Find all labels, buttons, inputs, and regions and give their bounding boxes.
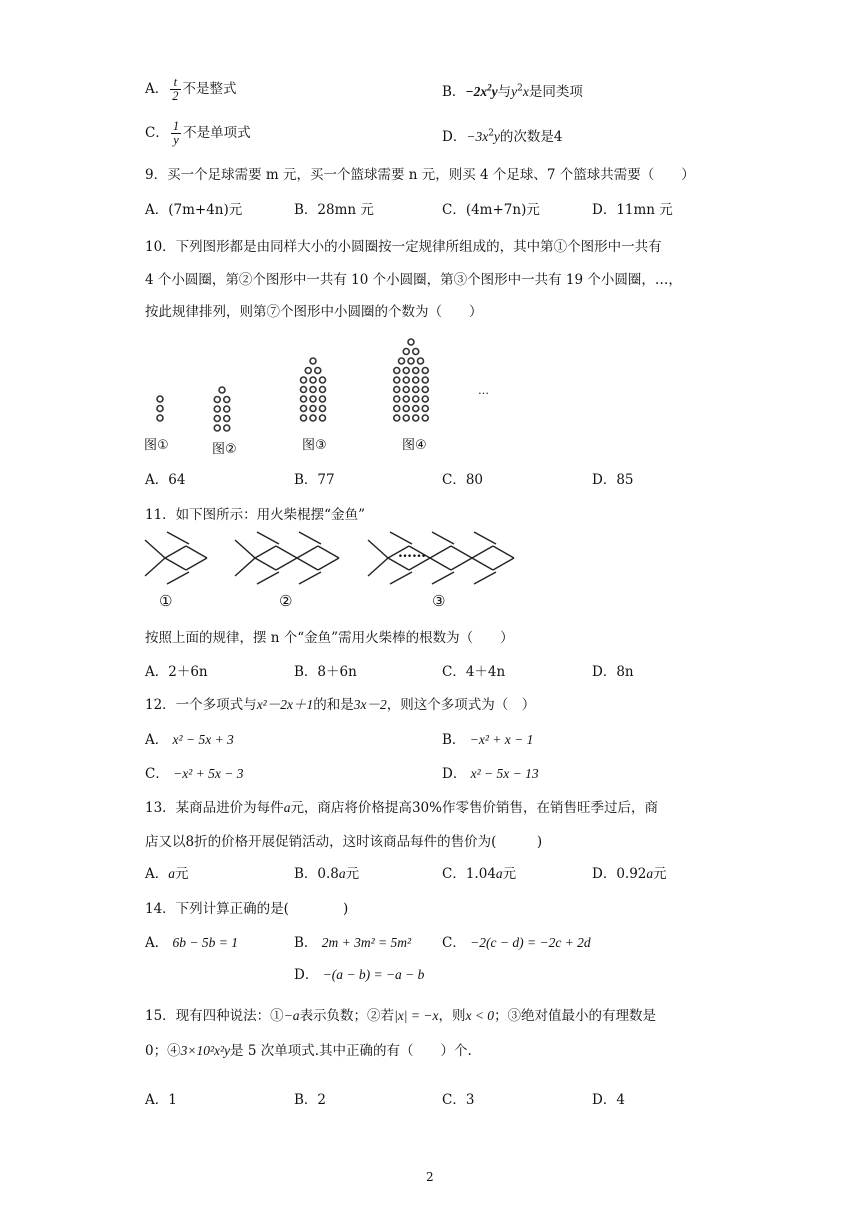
small-circle (157, 406, 163, 412)
q13-option-d: D．0.92a元 (592, 866, 667, 882)
matchstick (276, 558, 297, 570)
q11-line-2: 按照上面的规律，摆 n 个“金鱼”需用火柴棒的根数为（ ） (145, 630, 514, 646)
matchstick (257, 572, 279, 584)
small-circle (224, 416, 230, 422)
matchstick (474, 572, 496, 584)
page-number: 2 (426, 1170, 434, 1184)
small-circle (403, 349, 409, 355)
matchstick (368, 540, 388, 558)
q11-option-c: C．4＋4n (442, 664, 506, 680)
figure-label-3: 图③ (302, 438, 327, 453)
matchstick (297, 546, 318, 558)
q14-option-a: A． 6b − 5b = 1 (145, 935, 239, 951)
q9-option-d: D．11mn 元 (592, 202, 673, 218)
small-circle (422, 396, 428, 402)
q11-stem: 11．如下图所示：用火柴棍摆“金鱼” (145, 507, 365, 523)
small-circle (157, 415, 163, 421)
fish-label-1: ① (159, 592, 173, 610)
small-circle (320, 406, 326, 412)
small-circle (394, 377, 400, 383)
fish-label-3: ③ (432, 592, 446, 610)
matchstick (255, 558, 276, 570)
matchstick (472, 558, 493, 570)
matchstick (145, 558, 165, 576)
small-circle (413, 415, 419, 421)
matchstick (390, 532, 412, 544)
q12-option-b: B． −x² + x − 1 (442, 732, 534, 748)
q13-line-2: 店又以8折的价格开展促销活动，这时该商品每件的售价为( ) (145, 834, 543, 850)
q15-option-a: A．1 (145, 1092, 177, 1108)
small-circle (399, 358, 405, 364)
q15-option-b: B．2 (294, 1092, 327, 1108)
matchstick (167, 532, 189, 544)
matchstick (299, 572, 321, 584)
small-circle (394, 406, 400, 412)
matchstick (493, 558, 514, 570)
matchstick (145, 540, 165, 558)
q12-option-c: C． −x² + 5x − 3 (145, 766, 244, 782)
q11-option-a: A．2＋6n (145, 664, 208, 680)
q11-option-b: B．8＋6n (294, 664, 357, 680)
matchstick (235, 558, 255, 576)
small-circle (422, 368, 428, 374)
small-circle (310, 387, 316, 393)
small-circle (394, 387, 400, 393)
small-circle (301, 396, 307, 402)
figure-label-1: 图① (144, 438, 169, 453)
q14-option-c: C． −2(c − d) = −2c + 2d (442, 935, 591, 951)
matchstick (368, 558, 388, 576)
matchstick (257, 532, 279, 544)
small-circle (394, 368, 400, 374)
q10-option-a: A．64 (145, 472, 186, 488)
q13-option-c: C．1.04a元 (442, 866, 517, 882)
matchstick (474, 532, 496, 544)
figure-label-2: 图② (212, 442, 237, 457)
small-circle (403, 387, 409, 393)
fish-label-2: ② (279, 592, 293, 610)
small-circle (305, 368, 311, 374)
small-circle (413, 396, 419, 402)
small-circle (214, 406, 220, 412)
q9-option-b: B．28mn 元 (294, 202, 374, 218)
matchstick (318, 558, 339, 570)
small-circle (418, 358, 424, 364)
small-circle (422, 377, 428, 383)
small-circle (408, 358, 414, 364)
q9-stem: 9．买一个足球需要 m 元，买一个篮球需要 n 元，则买 4 个足球、7 个篮球共需要（ ） (145, 167, 695, 183)
small-circle (301, 406, 307, 412)
small-circle (394, 396, 400, 402)
small-circle (224, 406, 230, 412)
q10-line-1: 10．下列图形都是由同样大小的小圆圈按一定规律所组成的，其中第①个图形中一共有 (145, 239, 662, 255)
q15-line-1: 15．现有四种说法：①−a表示负数；②若|x| = −x，则x < 0；③绝对值最小的有理数是 (145, 1008, 657, 1024)
q8-option-c: C． $\frac{1}{y}$ 不是单项式 (145, 119, 251, 148)
q14-option-b: B． 2m + 3m² = 5m² (294, 935, 412, 951)
small-circle (214, 416, 220, 422)
small-circle (301, 415, 307, 421)
small-circle (408, 339, 414, 345)
matchstick (451, 546, 472, 558)
q8-option-b: B．$-2x^2y$与$y^2x$是同类项 (442, 82, 583, 100)
matchstick (451, 558, 472, 570)
q9-option-a: A．(7m+4n)元 (145, 202, 243, 218)
small-circle (310, 406, 316, 412)
q15-option-d: D．4 (592, 1092, 625, 1108)
small-circle (320, 396, 326, 402)
matchstick (235, 540, 255, 558)
small-circle (422, 387, 428, 393)
small-circle (403, 368, 409, 374)
small-circle (320, 415, 326, 421)
q9-option-c: C．(4m+7n)元 (442, 202, 540, 218)
matchstick (165, 558, 186, 570)
small-circle (403, 406, 409, 412)
matchstick (430, 546, 451, 558)
fish-ellipsis: …… (398, 545, 426, 561)
small-circle (413, 387, 419, 393)
small-circle (413, 349, 419, 355)
matchstick (318, 546, 339, 558)
small-circle (219, 387, 225, 393)
small-circle (422, 406, 428, 412)
small-circle (157, 396, 163, 402)
matchstick (432, 532, 454, 544)
small-circle (310, 377, 316, 383)
q10-option-d: D．85 (592, 472, 634, 488)
small-circle (315, 368, 321, 374)
small-circle (310, 358, 316, 364)
matchstick (390, 572, 412, 584)
q10-option-b: B．77 (294, 472, 335, 488)
matchstick-goldfish-figure (140, 528, 590, 590)
q13-option-b: B．0.8a元 (294, 866, 360, 882)
small-circle (320, 387, 326, 393)
small-circle (394, 415, 400, 421)
small-circle (403, 415, 409, 421)
figure-ellipsis: … (478, 384, 489, 397)
small-circle (214, 425, 220, 431)
q15-option-c: C．3 (442, 1092, 475, 1108)
matchstick (165, 546, 186, 558)
small-circle (301, 387, 307, 393)
q10-line-2: 4 个小圆圈，第②个图形中一共有 10 个小圆圈，第③个图形中一共有 19 个小圆圈，…， (145, 272, 682, 288)
matchstick (472, 546, 493, 558)
small-circle (224, 397, 230, 403)
matchstick (167, 572, 189, 584)
matchstick (430, 558, 451, 570)
q14-option-d: D． −(a − b) = −a − b (294, 967, 425, 983)
figure-label-4: 图④ (402, 438, 427, 453)
matchstick (186, 558, 207, 570)
small-circle (310, 396, 316, 402)
small-circle (214, 397, 220, 403)
q8-option-a: A． $\frac{t}{2}$ 不是整式 (145, 75, 237, 104)
q8-option-d: D．$-3x^2y$的次数是4 (442, 128, 563, 145)
small-circle (413, 377, 419, 383)
matchstick (276, 546, 297, 558)
q12-stem: 12．一个多项式与x²－2x＋1的和是3x－2，则这个多项式为（ ） (145, 697, 536, 713)
matchstick (186, 546, 207, 558)
q15-line-2: 0；④3×10²x²y是 5 次单项式.其中正确的有（ ）个. (145, 1043, 472, 1059)
small-circle (413, 406, 419, 412)
small-circle (320, 377, 326, 383)
small-circle (403, 396, 409, 402)
q14-stem: 14．下列计算正确的是( ) (145, 901, 349, 917)
small-circle (301, 377, 307, 383)
small-circle (224, 425, 230, 431)
matchstick (299, 532, 321, 544)
matchstick (493, 546, 514, 558)
q11-option-d: D．8n (592, 664, 634, 680)
q12-option-d: D． x² − 5x − 13 (442, 766, 539, 782)
q10-line-3: 按此规律排列，则第⑦个图形中小圆圈的个数为（ ） (145, 304, 483, 320)
q13-option-a: A．a元 (145, 866, 189, 882)
small-circle (403, 377, 409, 383)
small-circle (422, 415, 428, 421)
small-circle (310, 415, 316, 421)
q10-option-c: C．80 (442, 472, 484, 488)
q12-option-a: A． x² − 5x + 3 (145, 732, 234, 748)
matchstick (297, 558, 318, 570)
q13-line-1: 13．某商品进价为每件a元，商店将价格提高30%作零售价销售，在销售旺季过后，商 (145, 800, 658, 816)
matchstick (432, 572, 454, 584)
small-circle (413, 368, 419, 374)
matchstick (255, 546, 276, 558)
